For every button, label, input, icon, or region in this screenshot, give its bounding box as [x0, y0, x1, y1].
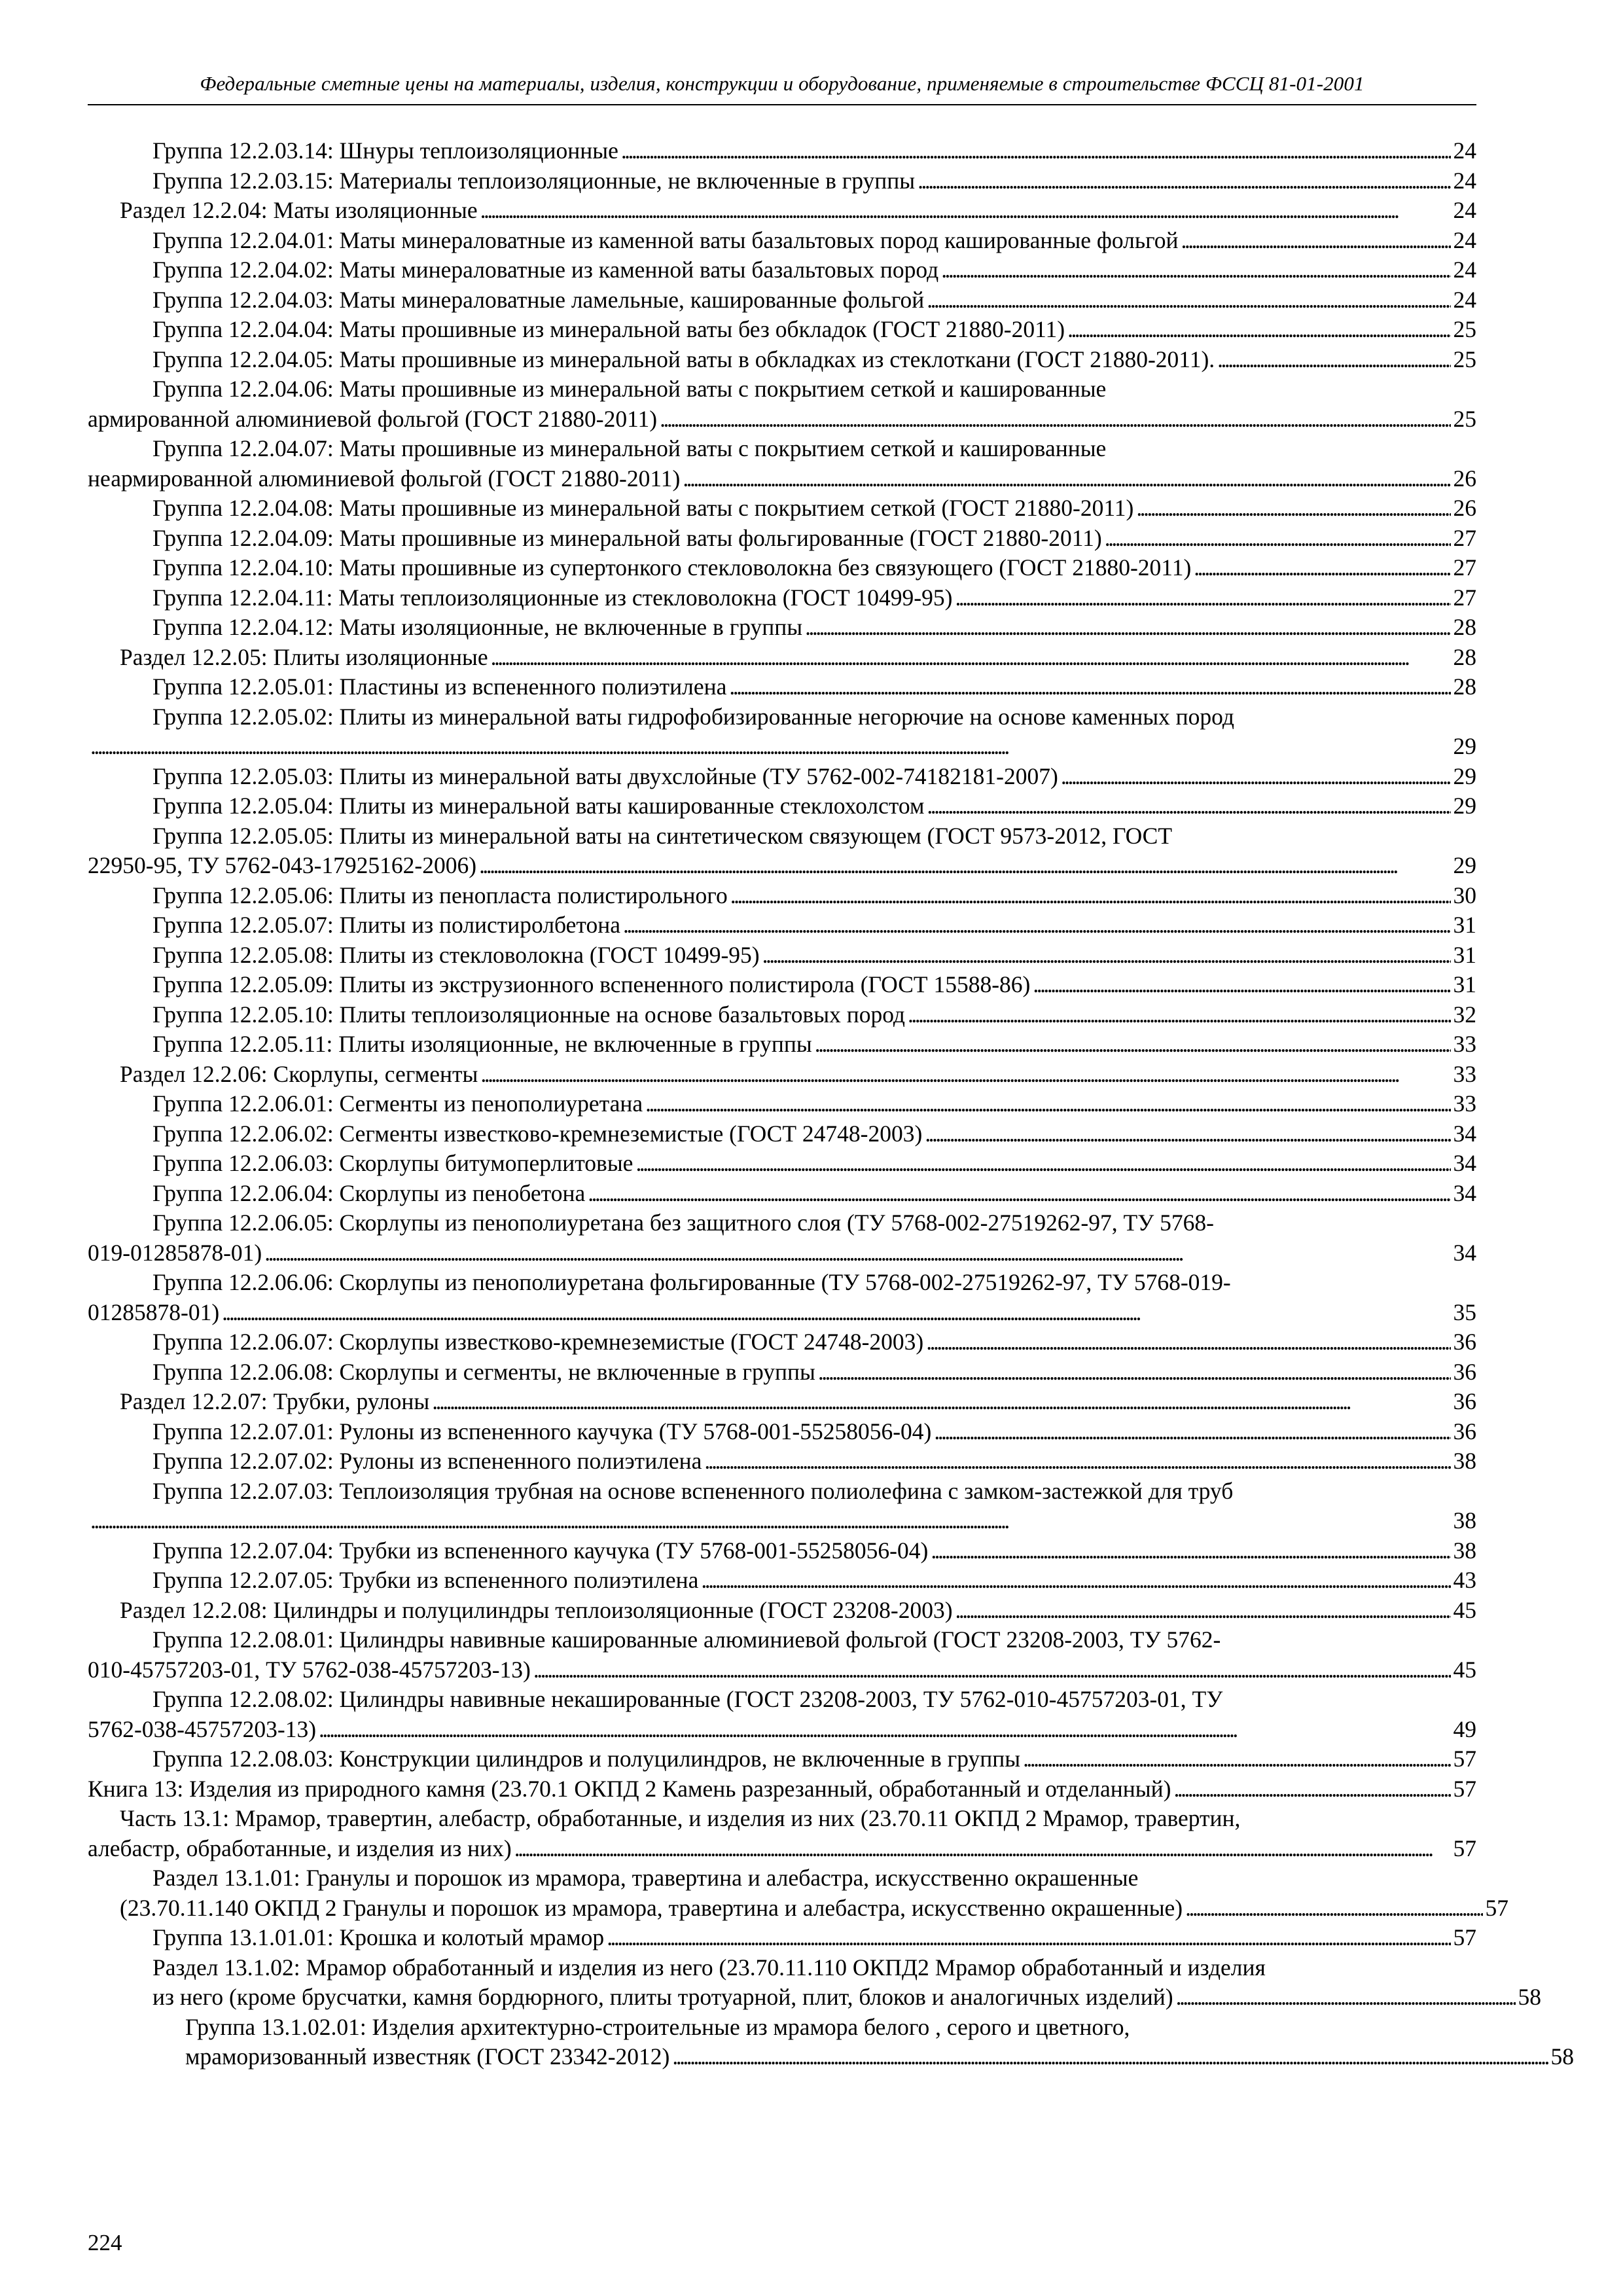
toc-entry[interactable] — [88, 702, 1476, 762]
toc-entry-title: Раздел 12.2.07: Трубки, рулоны — [120, 1388, 430, 1414]
toc-entry-title: (23.70.11.140 ОКПД 2 Гранулы и порошок из мрамора, травертина и алебастра, искусственно окрашенные) — [120, 1894, 1183, 1921]
toc-entry-page: 58 — [1550, 2043, 1574, 2070]
toc-entry-title: Группа 12.2.07.01: Рулоны из вспененного каучука (ТУ 5768-001-55258056-04) — [152, 1418, 932, 1444]
toc-entry-page: 34 — [1453, 1179, 1476, 1206]
toc-entry[interactable] — [88, 1179, 1476, 1209]
toc-entry[interactable] — [88, 285, 1476, 315]
toc-entry[interactable] — [88, 315, 1476, 345]
toc-entry[interactable] — [88, 1089, 1476, 1119]
toc-entry[interactable] — [88, 643, 1476, 673]
toc-entry-page: 31 — [1453, 971, 1476, 997]
toc-entry-title-line: Группа 13.1.02.01: Изделия архитектурно-строительные из мрамора белого , серого и цветного, — [185, 2013, 1130, 2040]
toc-entry[interactable] — [88, 1208, 1476, 1268]
toc-entry-page: 27 — [1453, 554, 1476, 581]
toc-entry-page: 28 — [1453, 614, 1476, 640]
dot-leader — [264, 1238, 1450, 1268]
toc-entry-page: 31 — [1453, 941, 1476, 968]
toc-entry-title: 5762-038-45757203-13) — [88, 1715, 317, 1742]
toc-entry-page: 33 — [1453, 1090, 1476, 1117]
toc-entry[interactable] — [88, 1268, 1476, 1327]
toc-entry-title-line: Группа 12.2.08.02: Цилиндры навивные некашированные (ГОСТ 23208-2003, ТУ 5762-010-45757203-01, ТУ — [152, 1686, 1223, 1712]
toc-entry[interactable] — [88, 2013, 1574, 2072]
dot-leader — [90, 732, 1451, 762]
toc-entry-page: 57 — [1453, 1924, 1476, 1950]
dot-leader — [90, 1506, 1451, 1536]
toc-entry-title: Группа 12.2.06.04: Скорлупы из пенобетона — [152, 1179, 586, 1206]
toc-entry-title: Раздел 12.2.06: Скорлупы, сегменты — [120, 1060, 478, 1087]
toc-entry-title-line: Группа 12.2.08.01: Цилиндры навивные кашированные алюминиевой фольгой (ГОСТ 23208-2003, ТУ 5762- — [152, 1626, 1221, 1653]
toc-entry-title: Группа 12.2.05.03: Плиты из минеральной ваты двухслойные (ТУ 5762-002-74182181-2007) — [152, 762, 1058, 789]
toc-entry[interactable] — [88, 524, 1476, 554]
toc-entry-title-line: Группа 12.2.05.02: Плиты из минеральной ваты гидрофобизированные негорючие на основе каменных пород — [152, 703, 1234, 730]
dot-leader — [1033, 970, 1450, 1000]
toc-entry[interactable] — [88, 374, 1476, 434]
toc-entry-page: 45 — [1453, 1656, 1476, 1683]
toc-entry-title: Группа 12.2.05.11: Плиты изоляционные, не включенные в группы — [152, 1031, 812, 1057]
dot-leader — [926, 1327, 1450, 1357]
dot-leader — [683, 464, 1450, 494]
toc-entry[interactable] — [88, 1685, 1476, 1744]
toc-entry-title: 22950-95, ТУ 5762-043-17925162-2006) — [88, 852, 477, 878]
dot-leader — [805, 613, 1450, 643]
toc-entry[interactable] — [88, 1446, 1476, 1477]
toc-entry[interactable] — [88, 1774, 1476, 1804]
toc-entry-page: 24 — [1453, 226, 1476, 253]
toc-entry[interactable] — [88, 1953, 1541, 2013]
toc-entry-page: 32 — [1453, 1001, 1476, 1028]
dot-leader — [1067, 315, 1450, 345]
toc-entry-page: 29 — [1453, 852, 1476, 878]
dot-leader — [319, 1715, 1450, 1745]
toc-entry-title: Группа 12.2.05.04: Плиты из минеральной ваты кашированные стеклохолстом — [152, 793, 925, 819]
toc-entry-title: Группа 12.2.04.11: Маты теплоизоляционные из стекловолокна (ГОСТ 10499-95) — [152, 584, 953, 611]
dot-leader — [704, 1446, 1450, 1477]
toc-entry-page: 36 — [1453, 1388, 1476, 1414]
toc-entry-title: Группа 12.2.04.09: Маты прошивные из минеральной ваты фольгированные (ГОСТ 21880-2011) — [152, 524, 1102, 551]
toc-entry-title: Раздел 12.2.05: Плиты изоляционные — [120, 643, 488, 670]
dot-leader — [927, 285, 1450, 315]
toc-entry-title: Группа 12.2.06.03: Скорлупы битумоперлитовые — [152, 1150, 633, 1176]
toc-entry[interactable] — [88, 672, 1476, 702]
toc-entry-title: Группа 12.2.06.07: Скорлупы известково-кремнеземистые (ГОСТ 24748-2003) — [152, 1329, 924, 1355]
dot-leader — [908, 1000, 1451, 1030]
toc-entry-page: 29 — [1453, 793, 1476, 819]
toc-entry-page: 49 — [1453, 1715, 1476, 1742]
toc-entry-page: 24 — [1453, 286, 1476, 313]
toc-entry-page: 57 — [1453, 1775, 1476, 1802]
toc-entry-title-line: Группа 12.2.05.05: Плиты из минеральной ваты на синтетическом связующем (ГОСТ 9573-2012, ГОСТ — [152, 822, 1173, 849]
dot-leader — [621, 136, 1451, 166]
dot-leader — [918, 166, 1450, 196]
toc-entry-page: 27 — [1453, 524, 1476, 551]
toc-entry-page: 34 — [1453, 1150, 1476, 1176]
dot-leader — [533, 1655, 1451, 1685]
dot-leader — [607, 1923, 1450, 1953]
toc-entry[interactable] — [88, 1119, 1476, 1149]
toc-entry-page: 28 — [1453, 643, 1476, 670]
toc-entry[interactable] — [88, 1744, 1476, 1774]
dot-leader — [1176, 1982, 1516, 2013]
toc-entry[interactable] — [88, 1596, 1476, 1626]
toc-entry-title: 019-01285878-01) — [88, 1239, 262, 1266]
toc-entry[interactable] — [88, 1327, 1476, 1357]
dot-leader — [491, 643, 1451, 673]
dot-leader — [1194, 553, 1450, 583]
toc-entry[interactable] — [88, 1863, 1508, 1923]
toc-entry-page: 38 — [1453, 1537, 1476, 1564]
toc-entry-title: Раздел 12.2.04: Маты изоляционные — [120, 197, 478, 223]
toc-entry-title-line: Группа 12.2.06.05: Скорлупы из пенополиуретана без защитного слоя (ТУ 5768-002-27519262-97, ТУ 5768- — [152, 1210, 1214, 1236]
dot-leader — [955, 583, 1450, 613]
toc-entry[interactable] — [88, 613, 1476, 643]
dot-leader — [588, 1179, 1450, 1209]
toc-entry-title-line: Группа 12.2.04.07: Маты прошивные из минеральной ваты с покрытием сеткой и кашированные — [152, 435, 1107, 461]
toc-entry-page: 27 — [1453, 584, 1476, 611]
toc-entry-title: Группа 12.2.04.05: Маты прошивные из минеральной ваты в обкладках из стеклоткани (ГОСТ 21880-2011). — [152, 346, 1215, 372]
toc-entry[interactable] — [88, 1357, 1476, 1388]
dot-leader — [1173, 1774, 1450, 1804]
toc-entry-title: Группа 12.2.06.08: Скорлупы и сегменты, не включенные в группы — [152, 1358, 815, 1385]
page-number: 224 — [88, 2230, 122, 2255]
toc-entry-page: 33 — [1453, 1060, 1476, 1087]
dot-leader — [955, 1596, 1451, 1626]
dot-leader — [941, 255, 1450, 285]
toc-entry-page: 31 — [1453, 912, 1476, 938]
header-rule — [88, 104, 1476, 105]
dot-leader — [701, 1566, 1450, 1596]
dot-leader — [1217, 345, 1450, 375]
toc-entry[interactable] — [88, 1030, 1476, 1060]
dot-leader — [1136, 493, 1450, 524]
dot-leader — [672, 2042, 1548, 2072]
dot-leader — [931, 1536, 1450, 1566]
toc-entry[interactable] — [88, 941, 1476, 971]
dot-leader — [1023, 1744, 1450, 1774]
toc-entry-title: Группа 12.2.04.03: Маты минераловатные ламельные, кашированные фольгой — [152, 286, 925, 313]
toc-entry[interactable] — [88, 1923, 1476, 1953]
toc-entry-title: Группа 12.2.04.02: Маты минераловатные из каменной ваты базальтовых пород — [152, 257, 939, 283]
toc-entry[interactable] — [88, 1000, 1476, 1030]
dot-leader — [815, 1030, 1451, 1060]
toc-entry-title: Книга 13: Изделия из природного камня (23.70.1 ОКПД 2 Камень разрезанный, обработанный и отделанный) — [88, 1775, 1171, 1802]
toc-entry-title: неармированной алюминиевой фольгой (ГОСТ 21880-2011) — [88, 465, 681, 492]
toc-entry[interactable] — [88, 762, 1476, 792]
toc-entry[interactable] — [88, 1149, 1476, 1179]
toc-entry-page: 34 — [1453, 1120, 1476, 1147]
toc-entry[interactable] — [88, 881, 1476, 911]
toc-entry-title: Раздел 12.2.08: Цилиндры и полуцилиндры теплоизоляционные (ГОСТ 23208-2003) — [120, 1596, 953, 1623]
toc-entry[interactable] — [88, 166, 1476, 196]
toc-entry-page: 38 — [1453, 1507, 1476, 1534]
toc-entry[interactable] — [88, 136, 1476, 166]
dot-leader — [479, 851, 1450, 881]
toc-entry-title: Группа 12.2.07.04: Трубки из вспененного каучука (ТУ 5768-001-55258056-04) — [152, 1537, 929, 1564]
toc-entry-page: 43 — [1453, 1567, 1476, 1593]
dot-leader — [1181, 226, 1451, 256]
toc-entry-title-line: Раздел 13.1.02: Мрамор обработанный и изделия из него (23.70.11.110 ОКПД2 Мрамор обработанный и изделия — [152, 1954, 1266, 1981]
toc-entry[interactable] — [88, 791, 1476, 821]
toc-entry-title-line: Группа 12.2.04.06: Маты прошивные из минеральной ваты с покрытием сеткой и кашированные — [152, 376, 1107, 402]
running-header: Федеральные сметные цены на материалы, изделия, конструкции и оборудование, применяемые в строительстве ФССЦ 81-01-2001 — [200, 72, 1364, 95]
toc-entry[interactable] — [88, 226, 1476, 256]
toc-entry-page: 30 — [1453, 882, 1476, 908]
toc-entry-title-line: Раздел 13.1.01: Гранулы и порошок из мрамора, травертина и алебастра, искусственно окрашенные — [152, 1865, 1139, 1891]
toc-entry-title: Группа 12.2.05.09: Плиты из экструзионного вспененного полистирола (ГОСТ 15588-86) — [152, 971, 1031, 997]
toc-entry-page: 33 — [1453, 1031, 1476, 1057]
toc-entry-page: 25 — [1453, 346, 1476, 372]
toc-entry[interactable] — [88, 1536, 1476, 1566]
dot-leader — [925, 1119, 1450, 1149]
dot-leader — [927, 791, 1450, 821]
toc-entry-page: 26 — [1453, 465, 1476, 492]
toc-entry-title: Группа 12.2.05.08: Плиты из стекловолокна (ГОСТ 10499-95) — [152, 941, 760, 968]
dot-leader — [645, 1089, 1450, 1119]
dot-leader — [729, 672, 1450, 702]
toc-entry[interactable] — [88, 553, 1476, 583]
toc-entry-title: Группа 13.1.01.01: Крошка и колотый мрамор — [152, 1924, 605, 1950]
toc-entry-title: Группа 12.2.06.02: Сегменты известково-кремнеземистые (ГОСТ 24748-2003) — [152, 1120, 923, 1147]
toc-entry[interactable] — [88, 1625, 1476, 1685]
dot-leader — [660, 404, 1450, 435]
toc-entry[interactable] — [88, 821, 1476, 881]
toc-entry-title: алебастр, обработанные, и изделия из них) — [88, 1835, 512, 1861]
toc-entry[interactable] — [88, 255, 1476, 285]
toc-entry-page: 36 — [1453, 1358, 1476, 1385]
toc-entry[interactable] — [88, 1804, 1476, 1863]
toc-entry[interactable] — [88, 345, 1476, 375]
dot-leader — [762, 941, 1451, 971]
toc-entry-page: 24 — [1453, 257, 1476, 283]
dot-leader — [934, 1417, 1450, 1447]
toc-entry-page: 34 — [1453, 1239, 1476, 1266]
dot-leader — [635, 1149, 1450, 1179]
toc-entry-title: армированной алюминиевой фольгой (ГОСТ 21880-2011) — [88, 405, 658, 432]
toc-entry[interactable] — [88, 583, 1476, 613]
toc-entry-page: 57 — [1485, 1894, 1508, 1921]
toc-entry-title: Группа 12.2.05.06: Плиты из пенопласта полистирольного — [152, 882, 728, 908]
dot-leader — [1061, 762, 1451, 792]
toc-entry-page: 25 — [1453, 405, 1476, 432]
toc-entry-title: Группа 12.2.05.01: Пластины из вспененного полиэтилена — [152, 673, 727, 700]
dot-leader — [480, 1060, 1450, 1090]
toc-entry-page: 29 — [1453, 762, 1476, 789]
toc-entry[interactable] — [88, 1417, 1476, 1447]
toc-entry[interactable] — [88, 970, 1476, 1000]
toc-entry-page: 25 — [1453, 316, 1476, 342]
dot-leader — [432, 1387, 1450, 1417]
toc-entry[interactable] — [88, 493, 1476, 524]
toc-entry-page: 58 — [1518, 1984, 1541, 2010]
toc-entry-title: Группа 12.2.03.14: Шнуры теплоизоляционные — [152, 137, 618, 164]
dot-leader — [1185, 1893, 1482, 1924]
toc-entry-title-line: Группа 12.2.07.03: Теплоизоляция трубная на основе вспененного полиолефина с замком-застежкой для труб — [152, 1477, 1234, 1504]
dot-leader — [818, 1357, 1451, 1388]
dot-leader — [623, 910, 1451, 941]
dot-leader — [514, 1834, 1451, 1864]
toc-entry-page: 57 — [1453, 1835, 1476, 1861]
toc-entry-title: из него (кроме брусчатки, камня бордюрного, плиты тротуарной, плит, блоков и аналогичных изделий) — [152, 1984, 1173, 2010]
toc-entry[interactable] — [88, 1566, 1476, 1596]
toc-entry-title: Группа 12.2.03.15: Материалы теплоизоляционные, не включенные в группы — [152, 167, 916, 194]
toc-entry-page: 38 — [1453, 1448, 1476, 1474]
toc-entry-page: 35 — [1453, 1299, 1476, 1325]
toc-entry-page: 57 — [1453, 1746, 1476, 1772]
toc-entry-page: 24 — [1453, 137, 1476, 164]
toc-entry-page: 24 — [1453, 197, 1476, 223]
toc-entry-title-line: Группа 12.2.06.06: Скорлупы из пенополиуретана фольгированные (ТУ 5768-002-27519262-97, ТУ 5768-019- — [152, 1269, 1231, 1295]
toc-entry-page: 29 — [1453, 733, 1476, 759]
toc-entry-title: Группа 12.2.04.10: Маты прошивные из супертонкого стекловолокна без связующего (ГОСТ 21880-2011) — [152, 554, 1192, 581]
dot-leader — [480, 196, 1451, 226]
toc-entry-title: Группа 12.2.05.07: Плиты из полистиролбетона — [152, 912, 620, 938]
toc-entry[interactable] — [88, 1060, 1476, 1090]
toc-entry-page: 26 — [1453, 495, 1476, 521]
toc-entry-title: 010-45757203-01, ТУ 5762-038-45757203-13) — [88, 1656, 531, 1683]
toc-entry-page: 28 — [1453, 673, 1476, 700]
toc-entry-page: 24 — [1453, 167, 1476, 194]
toc-entry-title: Группа 12.2.04.12: Маты изоляционные, не включенные в группы — [152, 614, 803, 640]
table-of-contents — [88, 136, 1574, 2072]
toc-entry-title: Группа 12.2.06.01: Сегменты из пенополиуретана — [152, 1090, 643, 1117]
toc-entry-title: Группа 12.2.07.05: Трубки из вспененного полиэтилена — [152, 1567, 699, 1593]
toc-entry[interactable] — [88, 1477, 1476, 1536]
toc-entry-title: Группа 12.2.04.01: Маты минераловатные из каменной ваты базальтовых пород кашированные фольгой — [152, 226, 1179, 253]
dot-leader — [1105, 524, 1451, 554]
toc-entry-title: мраморизованный известняк (ГОСТ 23342-2012) — [185, 2043, 670, 2070]
toc-entry[interactable] — [88, 196, 1476, 226]
toc-entry[interactable] — [88, 434, 1476, 493]
toc-entry-title: Группа 12.2.05.10: Плиты теплоизоляционные на основе базальтовых пород — [152, 1001, 905, 1028]
toc-entry-title: 01285878-01) — [88, 1299, 220, 1325]
dot-leader — [730, 881, 1451, 911]
dot-leader — [222, 1298, 1450, 1328]
toc-entry-page: 45 — [1453, 1596, 1476, 1623]
toc-entry-title: Группа 12.2.04.08: Маты прошивные из минеральной ваты с покрытием сеткой (ГОСТ 21880-2011) — [152, 495, 1134, 521]
toc-entry-title-line: Часть 13.1: Мрамор, травертин, алебастр, обработанные, и изделия из них (23.70.11 ОКПД 2 Мрамор, травертин, — [120, 1805, 1241, 1831]
toc-entry-page: 36 — [1453, 1418, 1476, 1444]
toc-entry-title: Группа 12.2.04.04: Маты прошивные из минеральной ваты без обкладок (ГОСТ 21880-2011) — [152, 316, 1065, 342]
toc-entry[interactable] — [88, 1387, 1476, 1417]
toc-entry-page: 36 — [1453, 1329, 1476, 1355]
toc-entry-title: Группа 12.2.07.02: Рулоны из вспененного полиэтилена — [152, 1448, 702, 1474]
toc-entry[interactable] — [88, 910, 1476, 941]
toc-entry-title: Группа 12.2.08.03: Конструкции цилиндров и полуцилиндров, не включенные в группы — [152, 1746, 1021, 1772]
